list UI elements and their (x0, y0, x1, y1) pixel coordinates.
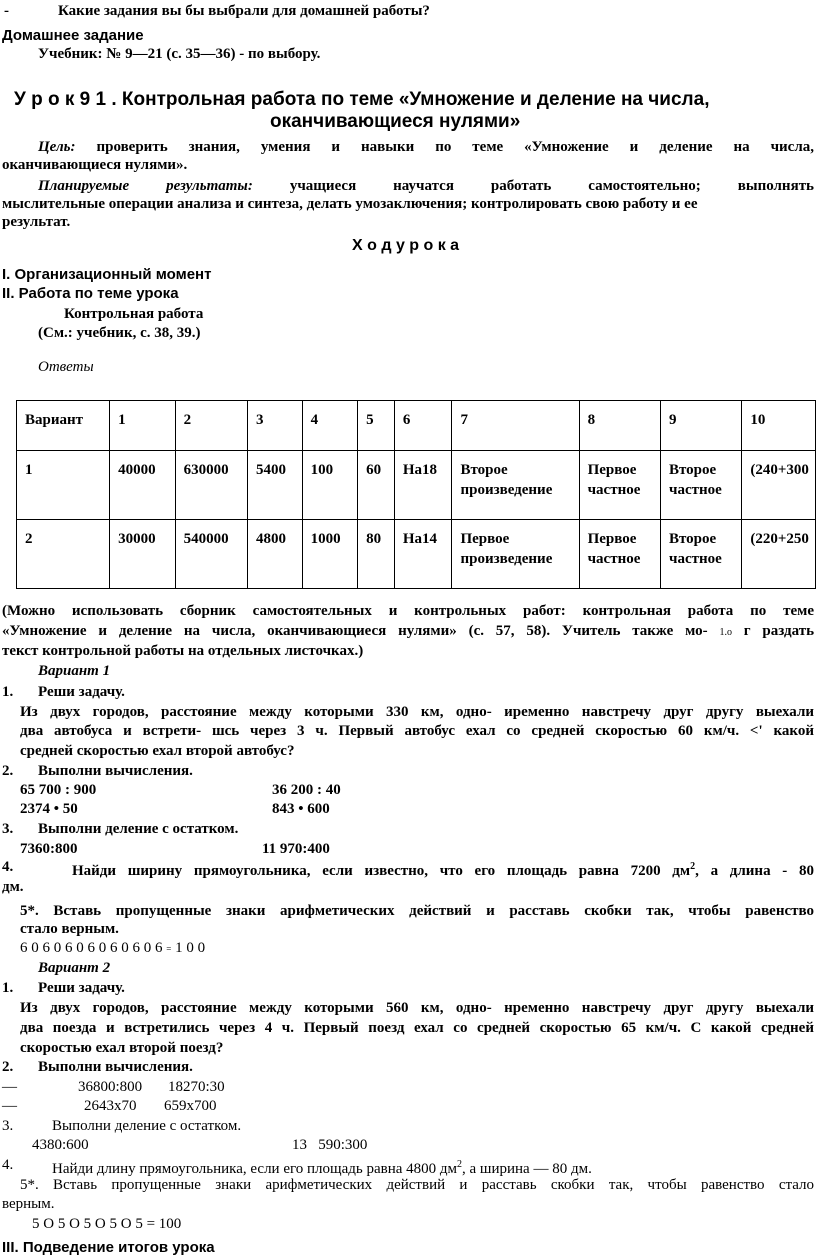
table-row (17, 520, 816, 589)
textbook-ref: (См.: учебник, с. 38, 39.) (38, 325, 201, 341)
v1-calc-2a: 2374 • 50 (20, 801, 78, 817)
cell-line: Второе (668, 462, 717, 478)
v2-task1-text1: Из двух городов, расстояние между которыми 560 км, одно- нременно навстречу друг другу выехали (20, 1000, 814, 1016)
note-line2 (2, 622, 814, 642)
note-line1: (Можно использовать сборник самостоятельных и контрольных работ: контрольная работа по теме (2, 603, 814, 619)
variant1-label: Вариант 1 (38, 663, 111, 679)
table-cell: 2 (17, 520, 110, 589)
v2-task5-text2: верным. (2, 1196, 55, 1212)
note-line2-small: 1.о (719, 627, 732, 638)
v2-task4-sup: 2 (457, 1159, 463, 1170)
v1-task4-text (72, 858, 814, 880)
v2-div-2: 13 590:300 (292, 1137, 368, 1153)
answers-label: Ответы (38, 359, 94, 375)
v1-task3-num: 3. (2, 821, 14, 837)
v2-div-1: 4380:600 (32, 1137, 89, 1153)
homework-heading: Домашнее задание (2, 27, 144, 44)
table-cell: 540000 (175, 520, 247, 589)
v1-task3-title: Выполни деление с остатком. (38, 821, 239, 837)
v2-task4-text-b: , а ширина — 80 дм. (462, 1161, 592, 1177)
results-text-1: учащиеся научатся работать самостоятельно; выполнять (289, 178, 814, 194)
v2-calc-1b: 18270:30 (168, 1079, 225, 1095)
answers-table (16, 400, 816, 589)
v1-div-2: 11 970:400 (262, 841, 330, 857)
v1-task1-text2: два автобуса и встрети- шсь через 3 ч. Первый автобус ехал со средней скоростью 60 км/ч. <' какой (20, 723, 814, 739)
table-header-cell: 5 (358, 401, 395, 451)
v2-task1-text2: два поезда и встретились через 4 ч. Первый поезд ехал со средней скоростью 65 км/ч. С какой средней (20, 1020, 814, 1036)
cell-line: частное (668, 551, 722, 567)
table-cell: 1 (17, 451, 110, 520)
note-line2-a: «Умножение и деление на числа, оканчивающиеся нулями» (с. 57, 58). Учитель также мо- (2, 623, 708, 639)
results-line1 (38, 177, 814, 195)
v2-task1-text3: скоростью ехал второй поезд? (20, 1040, 224, 1056)
v2-calc-dash-2: — (2, 1098, 17, 1114)
v1-task2-num: 2. (2, 763, 14, 779)
v1-task5-text2: стало верным. (20, 921, 119, 937)
control-work-label: Контрольная работа (64, 306, 204, 322)
homework-text: Учебник: № 9—21 (с. 35—36) - по выбору. (38, 46, 321, 62)
v2-task3-num: 3. (2, 1118, 14, 1134)
cell-line: Первое (587, 531, 637, 547)
v1-div-1: 7360:800 (20, 841, 78, 857)
table-header-cell: 4 (302, 401, 358, 451)
table-cell: 630000 (175, 451, 247, 520)
v2-task4-num: 4. (2, 1157, 14, 1173)
results-line2: мыслительные операции анализа и синтеза, делать умозаключения; контролировать свою работу и ее (2, 196, 698, 212)
v2-task2-num: 2. (2, 1059, 14, 1075)
v2-task3-title: Выполни деление с остатком. (52, 1118, 242, 1134)
table-cell: На18 (394, 451, 452, 520)
cell-line: Первое (460, 531, 510, 547)
v1-task4-num: 4. (2, 859, 14, 875)
stage-3: III. Подведение итогов урока (2, 1239, 215, 1256)
table-header-cell: 3 (248, 401, 303, 451)
table-cell: 30000 (110, 520, 175, 589)
goal-label: Цель: (38, 139, 76, 155)
table-cell: 100 (302, 451, 358, 520)
results-label: Планируемые результаты: (38, 178, 253, 194)
v1-task5-expression (20, 939, 205, 958)
table-cell: 1000 (302, 520, 358, 589)
table-header-cell: 8 (579, 401, 660, 451)
v1-task5-result: 1 0 0 (175, 940, 206, 956)
cell-line: частное (587, 551, 641, 567)
table-cell (579, 520, 660, 589)
table-cell: 5400 (248, 451, 303, 520)
table-cell: На14 (394, 520, 452, 589)
v2-calc-2b: 659x700 (164, 1098, 217, 1114)
v1-task5-text1: 5*. Вставь пропущенные знаки арифметических действий и расставь скобки так, чтобы равенство (20, 903, 814, 919)
lesson-title-line1: У р о к 9 1 . Контрольная работа по теме «Умножение и деление на числа, (14, 89, 710, 110)
cell-line: Первое (587, 462, 637, 478)
table-cell (579, 451, 660, 520)
cell-line: произведение (460, 551, 553, 567)
table-header-cell: 1 (110, 401, 175, 451)
table-cell (660, 520, 741, 589)
v1-task1-title: Реши задачу. (38, 684, 125, 700)
cell-line: Второе (668, 531, 717, 547)
v1-calc-1a: 65 700 : 900 (20, 782, 97, 798)
results-line3: результат. (2, 214, 71, 230)
v1-task4-text-b: , а длина - 80 (695, 863, 814, 879)
goal-line1 (38, 138, 814, 156)
v2-calc-dash-1: — (2, 1079, 17, 1095)
cell-line: частное (587, 482, 641, 498)
table-header-cell: 10 (742, 401, 816, 451)
table-cell: 40000 (110, 451, 175, 520)
v2-task1-num: 1. (2, 980, 14, 996)
v1-calc-2b: 843 • 600 (272, 801, 330, 817)
v1-task5-eq: = (166, 944, 172, 954)
course-heading: Х о д у р о к а (352, 237, 460, 254)
v1-task2-title: Выполни вычисления. (38, 763, 193, 779)
v2-calc-1a: 36800:800 (78, 1079, 143, 1095)
v2-task1-title: Реши задачу. (38, 980, 125, 996)
homework-question: Какие задания вы бы выбрали для домашней работы? (58, 3, 430, 19)
lesson-title-line2: оканчивающиеся нулями» (270, 111, 521, 132)
table-header-cell: Вариант (17, 401, 110, 451)
v2-calc-2a: 2643x70 (84, 1098, 137, 1114)
table-cell (452, 451, 579, 520)
v1-calc-1b: 36 200 : 40 (272, 782, 341, 798)
stage-1: I. Организационный момент (2, 266, 212, 283)
table-header-cell: 2 (175, 401, 247, 451)
note-line3: текст контрольной работы на отдельных листочках.) (2, 643, 364, 659)
goal-text-1: проверить знания, умения и навыки по теме «Умножение и деление на числа, (96, 139, 815, 155)
cell-line: произведение (460, 482, 553, 498)
v2-task4-text (52, 1156, 592, 1178)
goal-line2: оканчивающиеся нулями». (2, 157, 188, 173)
table-header-cell: 6 (394, 401, 452, 451)
cell-line: Второе (460, 462, 508, 478)
v1-task1-text1: Из двух городов, расстояние между которыми 330 км, одно- иременно навстречу друг другу выехали (20, 704, 814, 720)
v1-task4-sup: 2 (690, 861, 696, 872)
v2-task5-text1: 5*. Вставь пропущенные знаки арифметических действий и расставь скобки так, чтобы равенство стало (20, 1177, 814, 1193)
v2-task2-title: Выполни вычисления. (38, 1059, 193, 1075)
table-header-row (17, 401, 816, 451)
table-cell (452, 520, 579, 589)
note-line2-b: г раздать (743, 623, 814, 639)
v1-task1-num: 1. (2, 684, 14, 700)
table-header-cell: 9 (660, 401, 741, 451)
table-cell (660, 451, 741, 520)
table-cell: (220+250 (742, 520, 816, 589)
cell-line: частное (668, 482, 722, 498)
table-cell: (240+300 (742, 451, 816, 520)
stage-2: II. Работа по теме урока (2, 285, 179, 302)
v1-task4-unit: дм. (2, 879, 24, 895)
v1-task5-expr: 6 0 6 0 6 0 6 0 6 0 6 0 6 (20, 940, 163, 956)
v2-task5-expr: 5 O 5 O 5 O 5 O 5 = 100 (32, 1216, 182, 1232)
list-dash: - (4, 3, 9, 19)
table-cell: 4800 (248, 520, 303, 589)
table-row (17, 451, 816, 520)
table-header-cell: 7 (452, 401, 579, 451)
v2-task4-text-a: Найди длину прямоугольника, если его площадь равна 4800 дм (52, 1161, 458, 1177)
variant2-label: Вариант 2 (38, 960, 111, 976)
v1-task4-text-a: Найди ширину прямоугольника, если известно, что его площадь равна 7200 дм (72, 863, 691, 879)
table-cell: 60 (358, 451, 395, 520)
table-cell: 80 (358, 520, 395, 589)
v1-task1-text3: средней скоростью ехал второй автобус? (20, 743, 295, 759)
